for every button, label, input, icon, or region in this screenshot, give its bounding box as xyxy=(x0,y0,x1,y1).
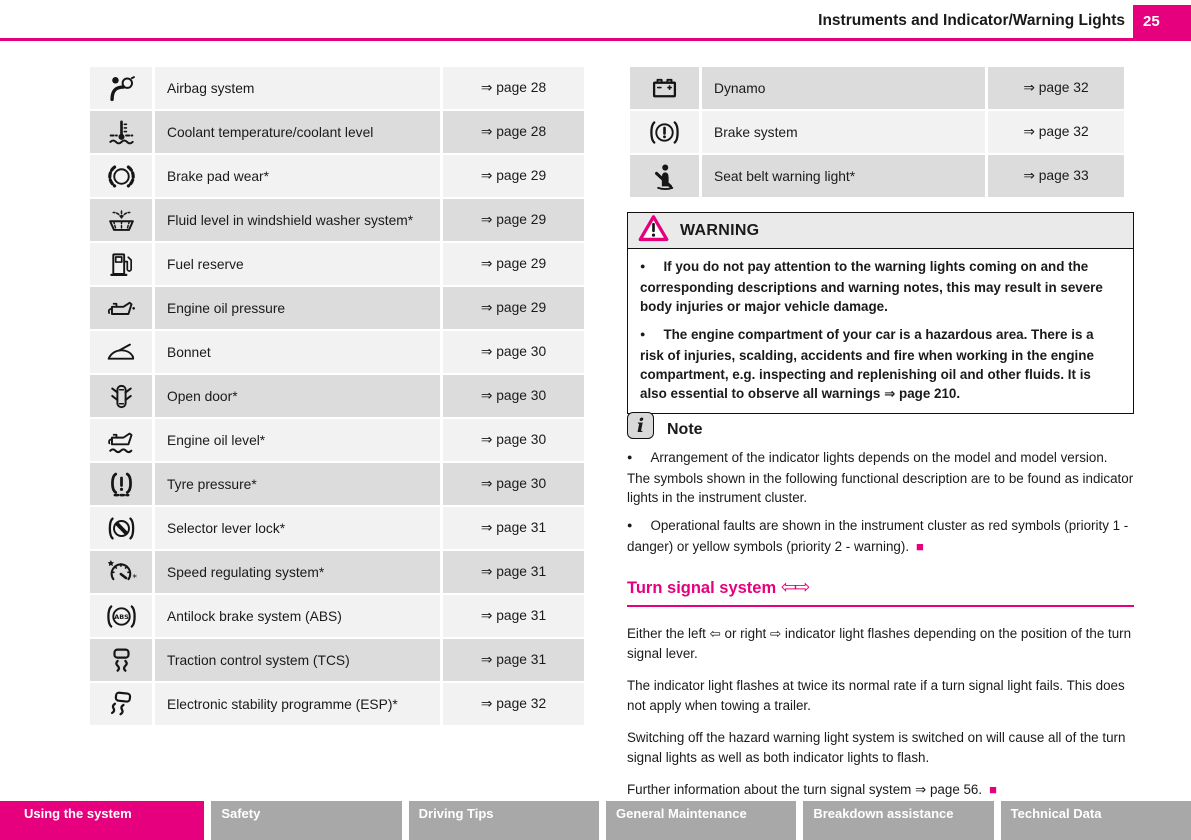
note-body xyxy=(627,448,1134,556)
table-row xyxy=(630,67,1124,111)
light-label: Electronic stability programme (ESP)* xyxy=(152,683,440,727)
table-row xyxy=(90,507,584,551)
light-label: Dynamo xyxy=(699,67,985,111)
paragraph xyxy=(627,624,1134,663)
bullet-text: The engine compartment of your car is a hazardous area. There is a risk of injuries, scalding, accidents and fire when working in the engine compartment, e.g. inspecting and replenishing oil and other fluids. It is also essential to observe all warnings ⇒ page 210. xyxy=(640,327,1094,401)
speed-regulating-icon xyxy=(90,551,152,595)
engine-oil-pressure-icon xyxy=(90,287,152,331)
selector-lever-lock-icon xyxy=(90,507,152,551)
table-row xyxy=(90,155,584,199)
turn-signal-section xyxy=(627,576,1134,813)
note-title: Note xyxy=(667,421,703,438)
page-ref[interactable]: ⇒ page 29 xyxy=(440,243,584,287)
light-label: Airbag system xyxy=(152,67,440,111)
coolant-temperature-icon xyxy=(90,111,152,155)
footer-tab-using-the-system[interactable]: Using the system xyxy=(0,801,204,840)
page-ref[interactable]: ⇒ page 31 xyxy=(440,507,584,551)
turn-signal-rule xyxy=(627,605,1134,607)
table-row xyxy=(90,463,584,507)
bullet-icon: ● xyxy=(627,452,633,462)
brake-system-icon xyxy=(630,111,699,155)
engine-oil-level-icon xyxy=(90,419,152,463)
footer-tab-general-maintenance[interactable]: General Maintenance xyxy=(606,801,796,840)
bullet-icon: ● xyxy=(640,329,646,339)
footer-tab-driving-tips[interactable]: Driving Tips xyxy=(409,801,599,840)
esp-icon xyxy=(90,683,152,727)
warning-box-header xyxy=(628,213,1133,249)
paragraph-text: Further information about the turn signal system ⇒ page 56. xyxy=(627,782,983,797)
page-ref[interactable]: ⇒ page 31 xyxy=(440,595,584,639)
table-row xyxy=(90,551,584,595)
paragraph xyxy=(627,780,1134,800)
page-ref[interactable]: ⇒ page 30 xyxy=(440,419,584,463)
turn-signal-heading-text: Turn signal system xyxy=(627,579,777,597)
page-title: Instruments and Indicator/Warning Lights xyxy=(818,12,1125,29)
light-label: Engine oil level* xyxy=(152,419,440,463)
table-row xyxy=(90,683,584,727)
page-ref[interactable]: ⇒ page 29 xyxy=(440,155,584,199)
page-ref[interactable]: ⇒ page 33 xyxy=(985,155,1124,199)
footer-tab-technical-data[interactable]: Technical Data xyxy=(1001,801,1191,840)
note-box xyxy=(627,412,1134,556)
tcs-icon xyxy=(90,639,152,683)
warning-box xyxy=(627,212,1134,414)
svg-text:ABS: ABS xyxy=(113,612,129,621)
table-row xyxy=(90,375,584,419)
paragraph xyxy=(627,728,1134,767)
table-row xyxy=(90,67,584,111)
page-ref[interactable]: ⇒ page 28 xyxy=(440,67,584,111)
windshield-washer-icon xyxy=(90,199,152,243)
note-header xyxy=(627,412,1134,439)
table-row xyxy=(90,243,584,287)
table-row xyxy=(90,419,584,463)
footer-tab-safety[interactable]: Safety xyxy=(211,801,401,840)
bullet-text: Arrangement of the indicator lights depends on the model and model version. The symbols shown in the following functional description are to be found as indicator lights in the instrument cluster. xyxy=(627,450,1134,505)
warning-title: WARNING xyxy=(680,221,760,239)
tyre-pressure-icon xyxy=(90,463,152,507)
page-ref[interactable]: ⇒ page 30 xyxy=(440,331,584,375)
page-ref[interactable]: ⇒ page 31 xyxy=(440,551,584,595)
page-ref[interactable]: ⇒ page 29 xyxy=(440,287,584,331)
light-label: Selector lever lock* xyxy=(152,507,440,551)
bonnet-icon xyxy=(90,331,152,375)
fuel-reserve-icon xyxy=(90,243,152,287)
seat-belt-icon xyxy=(630,155,699,199)
footer-nav xyxy=(0,801,1191,840)
section-end-marker: ■ xyxy=(989,782,997,797)
table-row xyxy=(90,111,584,155)
light-label: Coolant temperature/coolant level xyxy=(152,111,440,155)
paragraph-text: The indicator light flashes at twice its normal rate if a turn signal light fails. This does not apply when towing a trailer. xyxy=(627,678,1125,713)
table-row xyxy=(90,287,584,331)
warning-box-body xyxy=(628,249,1133,413)
bullet-icon: ● xyxy=(640,261,646,271)
page-number-badge: 25 xyxy=(1133,5,1191,38)
warning-lights-table-right xyxy=(630,67,1124,199)
battery-icon xyxy=(630,67,699,111)
turn-signal-body xyxy=(627,624,1134,800)
page-ref[interactable]: ⇒ page 32 xyxy=(985,111,1124,155)
page-ref[interactable]: ⇒ page 30 xyxy=(440,463,584,507)
svg-text:*: * xyxy=(131,572,137,584)
bullet-text: Operational faults are shown in the instrument cluster as red symbols (priority 1 - danger) or yellow symbols (priority 2 - warning). xyxy=(627,518,1129,554)
page-ref[interactable]: ⇒ page 30 xyxy=(440,375,584,419)
bullet-item xyxy=(627,516,1134,556)
page-ref[interactable]: ⇒ page 32 xyxy=(440,683,584,727)
light-label: Seat belt warning light* xyxy=(699,155,985,199)
table-row xyxy=(90,595,584,639)
paragraph xyxy=(627,676,1134,715)
paragraph-text: Either the left ⇦ or right ⇨ indicator light flashes depending on the position of the turn signal lever. xyxy=(627,626,1132,661)
page-ref[interactable]: ⇒ page 31 xyxy=(440,639,584,683)
section-end-marker: ■ xyxy=(916,539,924,554)
page-ref[interactable]: ⇒ page 29 xyxy=(440,199,584,243)
turn-signal-arrows-icon: ⇦⇨ xyxy=(780,577,809,598)
paragraph-text: Switching off the hazard warning light system is switched on will cause all of the turn signal lights as well as both indicator lights to flash. xyxy=(627,730,1126,765)
table-row xyxy=(90,331,584,375)
bullet-item xyxy=(640,257,1121,316)
warning-triangle-icon xyxy=(638,214,669,247)
light-label: Fuel reserve xyxy=(152,243,440,287)
header-rule xyxy=(0,38,1191,41)
brake-pad-wear-icon xyxy=(90,155,152,199)
light-label: Traction control system (TCS) xyxy=(152,639,440,683)
light-label: Antilock brake system (ABS) xyxy=(152,595,440,639)
bullet-icon: ● xyxy=(627,520,633,530)
bullet-item xyxy=(627,448,1134,507)
table-row xyxy=(90,639,584,683)
light-label: Tyre pressure* xyxy=(152,463,440,507)
bullet-item xyxy=(640,325,1121,403)
light-label: Engine oil pressure xyxy=(152,287,440,331)
light-label: Brake pad wear* xyxy=(152,155,440,199)
airbag-icon xyxy=(90,67,152,111)
light-label: Brake system xyxy=(699,111,985,155)
table-row xyxy=(90,199,584,243)
table-row xyxy=(630,155,1124,199)
abs-icon xyxy=(90,595,152,639)
light-label: Open door* xyxy=(152,375,440,419)
page-ref[interactable]: ⇒ page 28 xyxy=(440,111,584,155)
light-label: Fluid level in windshield washer system* xyxy=(152,199,440,243)
table-row xyxy=(630,111,1124,155)
light-label: Bonnet xyxy=(152,331,440,375)
bullet-text: If you do not pay attention to the warning lights coming on and the corresponding descriptions and warning notes, this may result in severe body injuries or major vehicle damage. xyxy=(640,259,1103,314)
footer-tab-breakdown-assistance[interactable]: Breakdown assistance xyxy=(803,801,993,840)
light-label: Speed regulating system* xyxy=(152,551,440,595)
info-icon: i xyxy=(627,412,654,439)
open-door-icon xyxy=(90,375,152,419)
turn-signal-heading xyxy=(627,576,1134,599)
warning-lights-table-left xyxy=(90,67,584,727)
page-ref[interactable]: ⇒ page 32 xyxy=(985,67,1124,111)
